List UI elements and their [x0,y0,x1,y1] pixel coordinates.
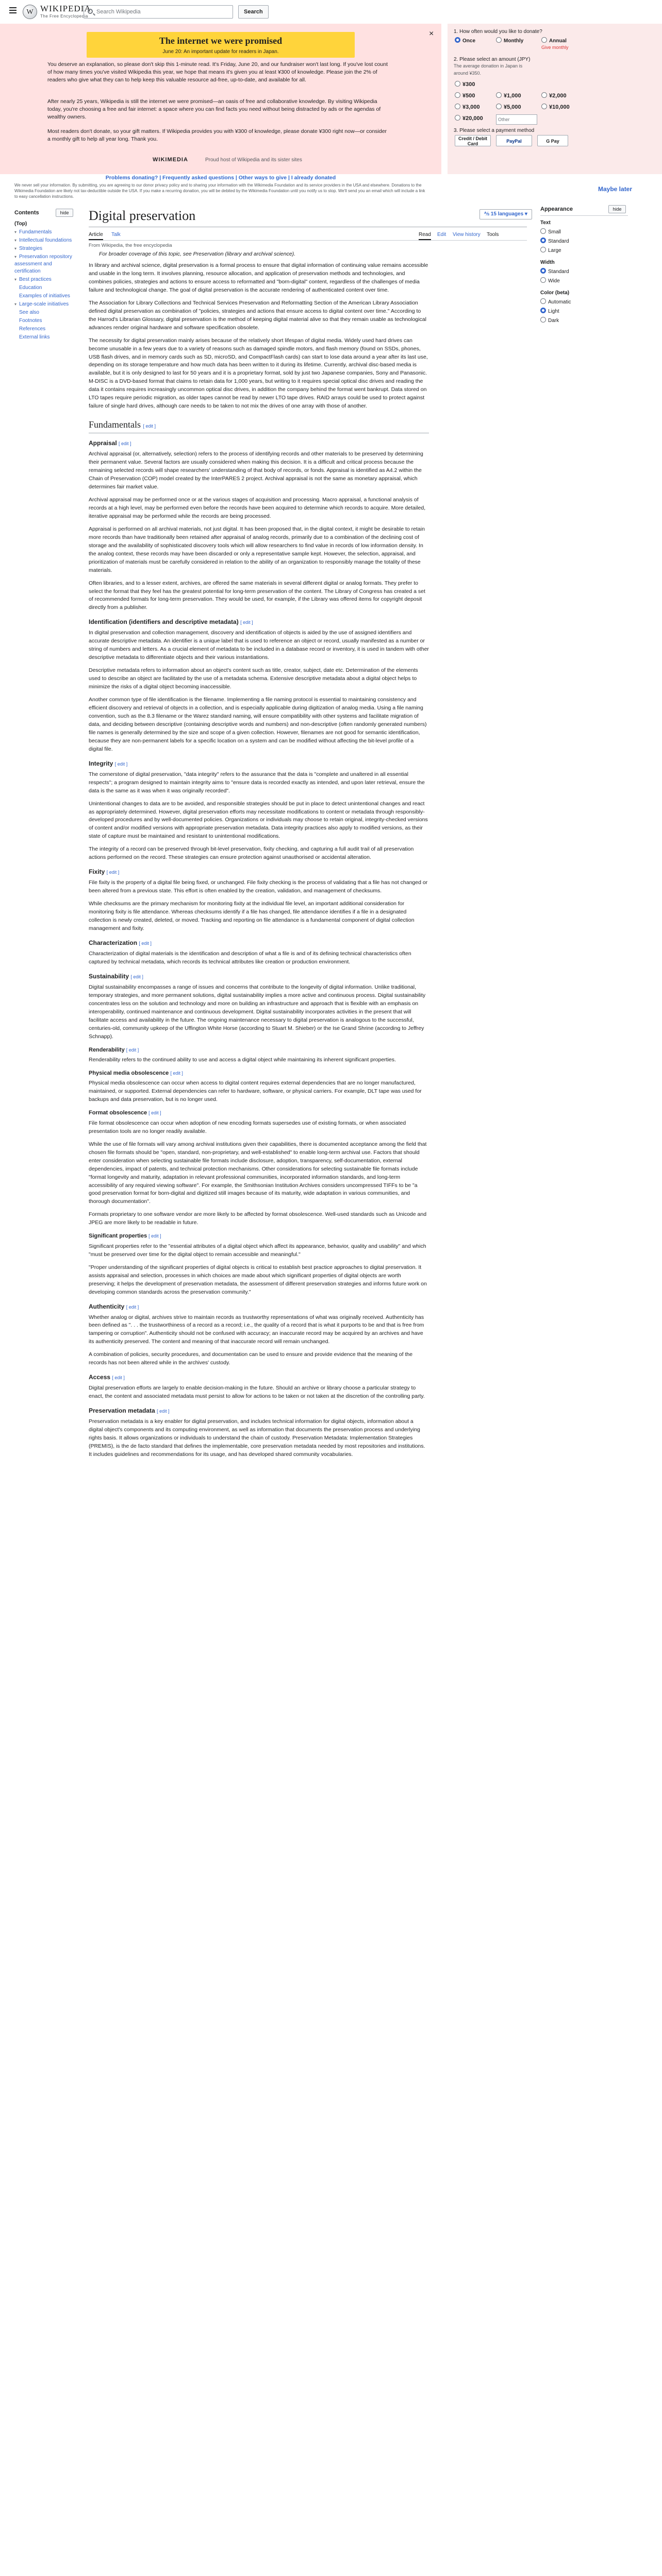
freq-once[interactable] [455,37,475,45]
edit-link[interactable]: [ edit ] [170,1070,183,1076]
paragraph: "Proper understanding of the significant properties of digital objects is critical to establish best practice approaches to digital preservation. It assists appraisal and selection, processes in which choices are made about which significant properties of digital objects are worth preserving; it helps the development of preservation metadata, the assessment of different preservation strategies and informs future work on developing common standards across the preservation community." [89,1264,427,1295]
radio-icon [540,317,546,323]
edit-link[interactable]: [ edit ] [148,1110,161,1116]
edit-link[interactable]: [ edit ] [114,761,128,767]
amount-label: ¥5,000 [504,104,521,110]
amount-label: ¥3,000 [462,104,480,110]
toc-label: Preservation repository assessment and certification [14,253,72,274]
amount-option[interactable] [455,92,497,100]
heading-text: Authenticity [89,1302,125,1310]
radio-icon [496,92,502,98]
color-dark[interactable] [540,316,628,326]
heading-text: Significant properties [89,1233,147,1240]
heading-text: Format obsolescence [89,1110,147,1116]
radio-icon [540,298,546,304]
heading-text: Renderability [89,1046,125,1053]
toc-label: References [19,326,46,332]
wikimedia-wordmark: WIKIMEDIA [153,157,188,163]
paragraph: Often libraries, and to a lesser extent, archives, are offered the same materials in several different digital or analog formats. They prefer to select the format that they feel has the greatest potential for long-term preservation of the content. The Library of Congress has created a set of recommended formats for long-term preservation. They would be used, for example, if the Library was offered items for copyright deposit directly from a publisher. [89,580,425,611]
freq-label: Annual [549,38,567,44]
subsection-heading [89,1302,429,1311]
toc-label: Strategies [19,245,43,251]
banner-heading [87,32,355,58]
paragraph: Characterization of digital materials is the identification and description of what a file is and of its defining technical characteristics often captured by technical metadata, which records its technical attributes like creation or production environment. [89,950,411,965]
option-label: Automatic [548,299,571,305]
paragraph: Renderability refers to the continued ability to use and access a digital object while maintaining its inherent significant properties. [89,1057,396,1063]
edit-link[interactable]: [ edit ] [139,940,152,946]
translate-icon: ⅍ [484,211,491,217]
page-tabs [89,230,527,240]
amount-question: 2. Please select an amount (JPY) [454,57,531,62]
tagline: The Free Encyclopedia [40,14,88,19]
banner-paragraph: You deserve an explanation, so please don't skip this 1-minute read. It's Friday, June 20, and our fundraiser won't last long. If you've lost count of how many times you've visited Wikipedia this year, we hope that means it's given you at least ¥300 of knowledge. Please join the 2% of readers who give what they can to help keep this valuable resource ad-free, up-to-date, and available for all. [47,61,388,83]
edit-link[interactable]: [ edit ] [106,870,120,875]
radio-icon [540,228,546,234]
wikipedia-logo[interactable] [23,4,91,20]
search-placeholder: Search Wikipedia [96,8,141,15]
option-label: Standard [548,238,569,244]
freq-label: Monthly [504,38,524,44]
tab-talk[interactable]: Talk [111,232,121,238]
tab-article[interactable]: Article [89,231,103,240]
toc-item[interactable] [14,276,76,283]
color-automatic[interactable] [540,298,628,307]
toc-item[interactable] [14,253,76,275]
width-label: Width [540,259,555,265]
heading-text: Sustainability [89,972,129,980]
toc-item[interactable] [14,326,76,333]
width-standard[interactable] [540,267,628,277]
freq-annual[interactable] [541,37,567,45]
subsection-heading [89,438,429,448]
amount-label: ¥10,000 [549,104,570,110]
radio-icon [540,238,546,243]
width-wide[interactable] [540,277,628,286]
toc-label: Intellectual foundations [19,237,72,243]
paragraph: Digital sustainability encompasses a range of issues and concerns that contribute to the longevity of digital information. Unlike traditional, temporary strategies, and more permanent solutions, digital sustainability implies a more active and continuous process. Digital sustainability concentrates less on the solution and technology and more on building an infrastructure and approach that is flexible with an emphasis on interoperability, continued maintenance and continuous development. Digital sustainability incorporates activities in the present that will facilitate access and availability in the future. The ongoing maintenance necessary to digital preservation is analogous to the successful, centuries-old, community upkeep of the Uffington White Horse (according to Stuart M. Shieber) or the Ise Grand Shrine (according to Jeffrey Schnapp). [89,984,426,1040]
heading-text: Fundamentals [89,419,141,430]
article-body [89,262,429,1464]
subsection-heading [89,617,429,626]
tab-edit[interactable]: Edit [437,232,446,238]
text-size-small[interactable] [540,228,628,237]
banner-subtitle: June 20: An important update for readers in Japan. [162,49,279,55]
banner-title: The internet we were promised [159,36,283,46]
toc-label: Fundamentals [19,229,52,235]
section-heading [89,418,429,433]
toc-item[interactable]: (Top) [14,221,27,227]
radio-icon [540,247,546,252]
toc-item[interactable] [14,245,76,252]
heading-text: Appraisal [89,439,117,447]
chevron-down-icon[interactable]: ▾ [14,238,17,243]
toc-label: Education [19,284,42,291]
paragraph: While checksums are the primary mechanism for monitoring fixity at the individual file level, an important additional consideration for monitoring fixity is file attendance. Whereas checksums identify if a file has changed, file attendance identifies if a file in a designated collection is newly created, deleted, or moved. Tracking and reporting on file attendance is a fundamental component of digital collection management and fixity. [89,901,415,931]
radio-icon [455,92,460,98]
paragraph: Descriptive metadata refers to information about an object's content such as title, creator, subject, date etc. Determination of the elements used to describe an object are facilitated by the use of a metadata schema. Extensive descriptive metadata about a digital object helps to minimize the risks of a digital object becoming inaccessible. [89,667,418,690]
appearance-hide-button[interactable]: hide [608,205,626,213]
page-title: Digital preservation [89,208,196,223]
toc-item[interactable] [14,301,76,308]
amount-option[interactable] [455,103,497,112]
search-input[interactable] [84,5,233,19]
chevron-down-icon[interactable]: ▾ [14,229,17,234]
paragraph: Whether analog or digital, archives strive to maintain records as trustworthy representations of what was originally received. Authenticity has been defined as ". . . the trustworthiness of a record as a record; i.e., the quality of a record that is what it purports to be and that is free from tampering or corruption". Authenticity should not be confused with accuracy; an inaccurate record may be acquired by an archives and have its authenticity preserved. The content and meaning of that inaccurate record will remain unchanged. [89,1314,424,1345]
paragraph: File fixity is the property of a digital file being fixed, or unchanged. File fixity checking is the process of validating that a file has not changed or been altered from a previous state. This effort is often enabled by the creation, validation, and management of checksums. [89,879,428,894]
table-of-contents [14,209,76,342]
paragraph: Digital preservation efforts are largely to enable decision-making in the future. Should an archive or library choose a particular strategy to enact, the content and associated metadata must persist to allow for actions to be taken or not taken at the discretion of the controlling party. [89,1385,425,1400]
toc-title: Contents [14,210,39,216]
amount-option[interactable] [496,103,538,112]
toc-label: See also [19,309,39,315]
intro-paragraph: The necessity for digital preservation mainly arises because of the relatively short lifespan of digital media. Widely used hard drives can become unusable in a few years due to a variety of reasons such as damaged spindle motors, and flash memory (found on SSDs, phones, USB flash drives, and in memory cards such as SD, microSD, and CompactFlash cards) can start to lose data around a year after its last use, depending on its storage temperature and how much data has been written to it during its lifetime. Currently, archival disc-based media is available, but it is only designed to last for 50 years and it is a proprietary format, sold by just two Japanese companies, Sony and Panasonic. M-DISC is a DVD-based format that claims to retain data for 1,000 years, but writing to it requires special optical disc drives and reading the data it contains requires increasingly uncommon optical disc drives, in addition the company behind the format went bankrupt. Data stored on LTO tapes require periodic migration, as older tapes cannot be read by newer LTO tape drives. RAID arrays could be used to protect against failure of single hard drives, although care needs to be taken to not mix the drives of one array with those of another. [89,337,428,410]
amount-note: The average donation in Japan is around ¥350. [454,63,523,76]
amount-option[interactable] [541,92,584,100]
subsection-heading [89,1232,429,1241]
heading-text: Preservation metadata [89,1407,155,1415]
banner-paragraph: Most readers don't donate, so your gift matters. If Wikipedia provides you with ¥300 of knowledge, please donate ¥300 right now—or consider a monthly gift to help all year long. Thank you. [47,128,387,143]
paragraph: The cornerstone of digital preservation, "data integrity" refers to the assurance that the data is "complete and unaltered in all essential respects"; a program designed to maintain integrity aims to "ensure data is recorded exactly as intended, and upon later retrieval, ensure the data is the same as it was when it was originally recorded". [89,771,425,794]
chevron-down-icon: ▾ [523,211,527,217]
toc-label: External links [19,334,50,340]
toc-label: Footnotes [19,317,42,324]
intro-paragraph: In library and archival science, digital preservation is a formal process to ensure that digital information of continuing value remains accessible and usable in the long term. It involves planning, resource allocation, and application of preservation methods and technologies, and combines policies, strategies and actions to ensure access to reformatted and "born-digital" content, regardless of the challenges of media failure and technological change. The goal of digital preservation is the accurate rendering of authenticated content over time. [89,262,428,293]
edit-link[interactable]: [ edit ] [130,974,143,979]
text-size-standard[interactable] [540,237,628,246]
wikimedia-note: Proud host of Wikipedia and its sister sites [205,157,302,163]
radio-icon [541,92,547,98]
language-button[interactable] [479,209,532,219]
option-label: Small [548,229,561,235]
edit-link[interactable]: [ edit ] [157,1409,170,1414]
maybe-later-link[interactable]: Maybe later [598,185,633,193]
paragraph: Formats proprietary to one software vendor are more likely to be affected by format obsolescence. Well-used standards such as Unicode and JPEG are more likely to be readable in future. [89,1211,427,1226]
intro-paragraph: The Association for Library Collections and Technical Services Preservation and Reformatting Section of the American Library Association defined digital preservation as combination of "policies, strategies and actions that ensure access to digital content over time." According to the Harrod's Librarian Glossary, digital preservation is the method of keeping digital material alive so that they remain usable as technological advances render original hardware and software specification obsolete. [89,299,426,331]
subsection-heading [89,1046,429,1055]
paragraph: A combination of policies, security procedures, and documentation can be used to ensure and provide evidence that the meaning of the records has not been altered while in the archives' custody. [89,1351,413,1366]
text-size-large[interactable] [540,246,628,256]
edit-link[interactable]: [ edit ] [148,1233,161,1239]
paragraph: Unintentional changes to data are to be avoided, and responsible strategies should be put in place to detect unintentional changes and react as appropriately determined. However, digital preservation efforts may necessitate modifications to content or metadata through responsibly-developed procedures and by well-documented policies. Organizations or individuals may choose to retain original, integrity-checked versions of content and/or modified versions with appropriate preservation metadata. Data integrity practices also apply to modified versions, as their state of capture must be maintained and resistant to unintentional modifications. [89,800,428,840]
paragraph: Appraisal is performed on all archival materials, not just digital. It has been proposed that, in the digital context, it might be desirable to retain more records than have traditionally been retained after appraisal of analog records, primarily due to a combination of the declining cost of storage and the availability of sophisticated discovery tools which will allow researchers to find value in records of low information density. In the analog context, these records may have been discarded or only a representative sample kept. However, the selection, appraisal, and prioritization of materials must be carefully considered in relation to the ability of an organization to responsibly manage the totality of these materials. [89,526,425,573]
toc-item[interactable] [14,284,76,292]
freq-note: Give monthly [541,45,569,50]
amount-label: ¥500 [462,93,475,99]
amount-option[interactable] [496,92,538,100]
toc-hide-button[interactable]: hide [56,209,73,217]
subsection-heading [89,1372,429,1382]
freq-label: Once [462,38,476,44]
amount-option[interactable] [541,103,584,112]
radio-icon [455,37,460,43]
option-label: Large [548,247,561,253]
radio-icon [540,277,546,283]
toc-label: Best practices [19,276,52,282]
paragraph: Archival appraisal may be performed once or at the various stages of acquisition and processing. Macro appraisal, a functional analysis of records at a high level, may be performed even before the records have been acquired to determine which records to acquire. More detailed, iterative appraisal may be performed while the records are being processed. [89,496,426,519]
paragraph: Archival appraisal (or, alternatively, selection) refers to the process of identifying records and other materials to be preserved by determining their permanent value. Several factors are usually considered when making this decision. It is a difficult and critical process because the remaining selected records will shape researchers' understanding of that body of records, or fonds. Appraisal is identified as A4.2 within the Chain of Preservation (COP) model created by the InterPARES 2 project. Archival appraisal is not the same as monetary appraisal, which determines fair market value. [89,451,423,490]
heading-text: Identification (identifiers and descriptive metadata) [89,618,239,626]
amount-label: ¥1,000 [504,93,521,99]
appearance-panel [540,205,628,326]
wikipedia-globe-icon: W [23,5,37,19]
toc-label: Large-scale initiatives [19,301,69,307]
chevron-down-icon[interactable]: ▾ [14,254,17,259]
radio-icon [496,104,502,109]
toc-item[interactable] [14,293,76,300]
gpay-button[interactable]: G Pay [537,135,568,146]
freq-monthly[interactable] [496,37,523,45]
banner-links[interactable]: Problems donating? | Frequently asked questions | Other ways to give | I already donated [105,175,336,181]
heading-text: Characterization [89,939,138,946]
subsection-heading [89,1069,429,1078]
option-label: Dark [548,317,559,324]
paragraph: The integrity of a record can be preserved through bit-level preservation, fixity checking, and capturing a full audit trail of all preservation actions performed on the record. These strategies can ensure protection against unauthorised or accidental alteration. [89,846,414,861]
card-button[interactable]: Credit / Debit Card [455,135,491,146]
close-icon[interactable]: × [429,29,434,38]
search-icon [88,9,93,14]
radio-icon [540,268,546,274]
site-header [0,0,662,24]
paypal-button[interactable]: PayPal [496,135,532,146]
amount-label: ¥2,000 [549,93,567,99]
search-button[interactable]: Search [238,5,269,19]
heading-text: Fixity [89,868,105,876]
radio-icon [455,104,460,109]
radio-icon [455,81,460,87]
amount-option[interactable] [455,114,497,123]
paragraph: Significant properties refer to the "essential attributes of a digital object which affect its appearance, behavior, quality and usability" and which "must be preserved over time for the digital object to remain accessible and meaningful." [89,1243,426,1258]
radio-icon [541,104,547,109]
toc-item[interactable] [14,237,76,244]
banner-paragraph: After nearly 25 years, Wikipedia is still the internet we were promised—an oasis of free and collaborative knowledge. By visiting Wikipedia today, you're choosing a free and fair internet: a space where you can find facts you need without being distracted by ads or the agendas of wealthy owners. [47,98,381,121]
option-label: Light [548,308,559,314]
payment-question: 3. Please select a payment method [454,128,535,133]
frequency-question: 1. How often would you like to donate? [454,29,542,35]
appearance-title: Appearance [540,205,628,216]
paragraph: While the use of file formats will vary among archival institutions given their capabilities, there is documented acceptance among the field that chosen file formats should be "open, standard, non-proprietary, and well-established" to enable long-term archival use. Factors that should enter consideration when selecting sustainable file formats include disclosure, adoption, transparency, self-documentation, external dependencies, impact of patents, and technical protection mechanisms. Other considerations for selecting sustainable file formats include "format longevity and maturity, adaptation in relevant professional communities, incorporated information standards, and long-term accessibility of any required viewing software". For example, the Smithsonian Institution Archives considers uncompressed TIFFs to be "a good preservation format for born-digital and digitized still images because of its maturity, wide adaptation in various communities, and thorough documentation". [89,1141,427,1205]
subsection-heading [89,1109,429,1117]
tab-view-history[interactable]: View history [453,232,481,238]
edit-link[interactable]: [ edit ] [143,423,156,429]
toc-item[interactable] [14,309,76,316]
from-wikipedia: From Wikipedia, the free encyclopedia [89,243,172,248]
subsection-heading [89,972,429,981]
banner-fine-print: We never sell your information. By submitting, you are agreeing to our donor privacy policy and to sharing your information with the Wikimedia Foundation and its service providers in the USA and elsewhere. Donations to the Wikimedia Foundation are likely not tax-deductible outside the USA. If you make a recurring donation, you will be debited by the Wikimedia Foundation until you notify us to stop. We'll send you an email which will include a link to easy cancellation instructions. [14,183,425,199]
toc-label: Examples of initiatives [19,293,70,299]
tabs-divider [89,240,527,241]
radio-icon [496,37,502,43]
edit-link[interactable]: [ edit ] [126,1304,139,1310]
edit-link[interactable]: [ edit ] [119,441,131,447]
option-label: Standard [548,268,569,275]
toc-item[interactable] [14,229,76,236]
radio-icon [541,37,547,43]
chevron-down-icon[interactable]: ▾ [14,301,17,307]
heading-text: Integrity [89,759,113,767]
edit-link[interactable]: [ edit ] [240,620,253,625]
amount-label: ¥300 [462,81,475,88]
color-light[interactable] [540,307,628,316]
text-size-label: Text [540,219,551,226]
subsection-heading [89,867,429,876]
toc-item[interactable] [14,334,76,341]
other-amount-input[interactable]: Other [496,114,537,125]
subsection-heading [89,759,429,768]
wordmark: WIKIPEDIA [40,4,91,13]
chevron-down-icon[interactable]: ▾ [14,246,17,251]
subsection-heading [89,1406,429,1415]
toc-item[interactable] [14,317,76,325]
heading-text: Physical media obsolescence [89,1070,169,1076]
paragraph: Another common type of file identification is the filename. Implementing a file naming protocol is essential to maintaining consistency and efficient discovery and retrieval of objects in a collection, and is especially applicable during digitization of analog media. Using a file naming convention, such as the 8.3 filename or the Warez standard naming, will ensure compatibility with other systems and facilitate migration of data, and deciding between descriptive (containing descriptive words and numbers) and non-descriptive (often randomly generated numbers) file names is generally determined by the size and scope of a given collection. However, filenames are not good for semantic identification, because they are non-permanent labels for a specific location on a system and can be modified without affecting the bit-level profile of a digital file. [89,697,427,752]
heading-text: Access [89,1374,111,1381]
subsection-heading [89,938,429,947]
paragraph: Preservation metadata is a key enabler for digital preservation, and includes technical information for digital objects, information about a digital object's components and its computing environment, as well as information that documents the preservation process and underlying rights basis. It allows organizations or individuals to understand the chain of custody. Preservation Metadata: Implementation Strategies (PREMIS), is the de facto standard that defines the implementable, core preservation metadata needed by most repositories and institutions. It includes guidelines and recommendations for its usage, and has developed shared community vocabularies. [89,1418,425,1458]
amount-option[interactable] [455,80,497,89]
amount-label: ¥20,000 [462,115,483,122]
option-label: Wide [548,278,560,284]
paragraph: Physical media obsolescence can occur when access to digital content requires external dependencies that are no longer manufactured, maintained, or supported. External dependencies can refer to hardware, software, or physical carriers. For example, DLT tape was used for backups and data preservation, but is no longer used. [89,1080,422,1103]
color-label: Color (beta) [540,290,570,296]
tab-tools[interactable]: Tools [487,232,499,238]
hatnote: For broader coverage of this topic, see Preservation (library and archival science). [99,251,296,257]
main-menu-icon[interactable] [9,7,16,13]
language-count: 15 languages [490,211,524,217]
paragraph: In digital preservation and collection management, discovery and identification of objects is aided by the use of assigned identifiers and accurate descriptive metadata. An identifier is a unique label that is used to reference an object or record, usually manifested as a number or string of numbers and letters. As a crucial element of metadata to be included in a database record or inventory, it is used in tandem with other descriptive metadata to differentiate objects and their various instantiations. [89,630,429,661]
edit-link[interactable]: [ edit ] [112,1375,125,1381]
paragraph: File format obsolescence can occur when adoption of new encoding formats supersedes use of existing formats, or when associated presentation tools are no longer readily available. [89,1120,406,1134]
edit-link[interactable]: [ edit ] [126,1047,139,1053]
radio-icon [540,308,546,313]
tab-read[interactable]: Read [419,231,431,240]
radio-icon [455,115,460,121]
chevron-down-icon[interactable]: ▾ [14,277,17,282]
